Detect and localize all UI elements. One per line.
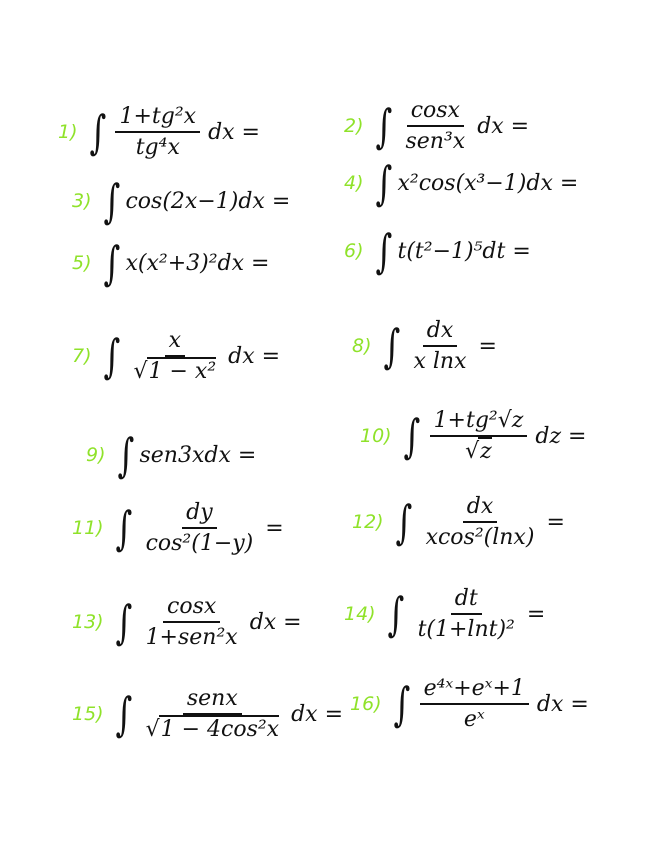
integral-sign-icon: ∫	[103, 236, 120, 290]
integral-sign-icon: ∫	[395, 495, 412, 550]
exercise-number: 13)	[72, 611, 104, 634]
denominator	[142, 715, 284, 742]
radicand: z	[480, 439, 492, 465]
integral-sign-icon: ∫	[89, 105, 106, 160]
numerator: cosx	[163, 594, 220, 623]
differential: dx =	[536, 691, 589, 717]
denominator: eˣ	[463, 707, 485, 733]
integral-sign-icon: ∫	[387, 587, 404, 642]
integral-expression	[112, 594, 302, 651]
radicand: 1 − 4cos²x	[160, 717, 280, 743]
differential: dx =	[477, 113, 530, 139]
integral-expression	[112, 500, 284, 557]
integral-expression	[384, 586, 546, 643]
exercise-6	[344, 224, 531, 278]
integral-expression	[86, 104, 260, 161]
integral-sign-icon: ∫	[115, 595, 132, 650]
exercise-3	[72, 174, 291, 228]
square-root-icon: √	[133, 359, 148, 385]
differential: dx =	[291, 701, 344, 727]
exercise-12	[352, 494, 565, 551]
integral-expression	[380, 318, 497, 375]
differential: dx =	[208, 119, 260, 145]
exercise-13	[72, 594, 302, 651]
denominator	[129, 357, 220, 384]
numerator: e⁴ˣ+eˣ+1	[420, 676, 529, 705]
integral-sign-icon: ∫	[375, 99, 392, 154]
denominator: 1+sen²x	[145, 625, 238, 651]
exercise-number: 8)	[352, 335, 372, 358]
exercise-2	[344, 98, 529, 155]
fraction	[142, 500, 258, 557]
exercise-number: 14)	[344, 603, 376, 626]
exercise-number: 10)	[360, 425, 392, 448]
exercise-number: 11)	[72, 517, 104, 540]
exercise-number: 4)	[344, 172, 364, 194]
integral-expression	[390, 676, 589, 733]
fraction	[414, 586, 519, 643]
exercise-number: 6)	[344, 240, 364, 262]
integrand: x²cos(x³−1)dx =	[397, 170, 579, 196]
integral-expression	[372, 156, 579, 210]
exercise-14	[344, 586, 545, 643]
radicand: 1 − x²	[148, 359, 217, 385]
square-root-icon: √	[145, 717, 160, 743]
differential: =	[478, 333, 497, 359]
integral-sign-icon: ∫	[375, 224, 392, 278]
numerator: dy	[182, 500, 217, 529]
denominator: xcos²(lnx)	[425, 525, 535, 551]
fraction	[115, 104, 200, 161]
fraction	[142, 594, 242, 651]
denominator: x lnx	[413, 349, 467, 375]
exercise-16	[350, 676, 589, 733]
integral-sign-icon: ∫	[383, 319, 400, 374]
exercise-1	[58, 104, 260, 161]
exercise-number: 3)	[72, 190, 92, 212]
differential: =	[546, 509, 565, 535]
exercise-number: 16)	[350, 693, 382, 716]
exercise-number: 12)	[352, 511, 384, 534]
integral-expression	[100, 328, 281, 385]
fraction	[401, 98, 469, 155]
numerator: x	[165, 328, 185, 357]
exercise-number: 1)	[58, 121, 78, 144]
integrand: x(x²+3)²dx =	[125, 250, 270, 276]
exercise-9	[86, 428, 257, 482]
integral-sign-icon: ∫	[375, 156, 392, 210]
exercise-number: 7)	[72, 345, 92, 368]
exercise-15	[72, 686, 343, 743]
numerator: dx	[423, 318, 458, 347]
fraction	[129, 328, 220, 385]
fraction	[422, 494, 539, 551]
integral-expression	[114, 428, 257, 482]
integral-sign-icon: ∫	[117, 428, 134, 482]
integrand: cos(2x−1)dx =	[125, 188, 291, 214]
fraction	[409, 318, 470, 375]
numerator: senx	[183, 686, 242, 715]
exercise-number: 2)	[344, 115, 364, 138]
integral-expression	[100, 174, 291, 228]
numerator: dt	[451, 586, 482, 615]
integral-expression	[372, 224, 531, 278]
fraction	[142, 686, 284, 743]
integrand: t(t²−1)⁵dt =	[397, 238, 531, 264]
integral-expression	[100, 236, 270, 290]
exercise-4	[344, 156, 579, 210]
integral-expression	[112, 686, 343, 743]
exercise-5	[72, 236, 270, 290]
integral-sign-icon: ∫	[403, 409, 420, 464]
denominator: cos²(1−y)	[145, 531, 254, 557]
exercise-number: 15)	[72, 703, 104, 726]
integral-expression	[392, 494, 565, 551]
denominator: t(1+lnt)²	[417, 617, 515, 643]
exercise-11	[72, 500, 284, 557]
integral-expression	[372, 98, 530, 155]
differential: =	[526, 601, 546, 627]
integral-sign-icon: ∫	[393, 677, 410, 732]
exercise-number: 9)	[86, 444, 106, 466]
square-root-icon: √	[465, 439, 480, 465]
denominator: sen³x	[405, 129, 466, 155]
integral-expression	[400, 408, 587, 465]
differential: =	[265, 515, 284, 541]
fraction	[420, 676, 529, 733]
fraction	[430, 408, 528, 465]
integral-sign-icon: ∫	[103, 329, 120, 384]
numerator: 1+tg²√z	[430, 408, 528, 437]
differential: dz =	[535, 423, 587, 449]
denominator: tg⁴x	[135, 135, 180, 161]
exercise-7	[72, 328, 280, 385]
integral-sign-icon: ∫	[115, 687, 132, 742]
denominator	[461, 437, 496, 464]
numerator: 1+tg²x	[115, 104, 200, 133]
integrand: sen3xdx =	[139, 442, 257, 468]
numerator: cosx	[407, 98, 464, 127]
differential: dx =	[228, 343, 281, 369]
numerator: dx	[463, 494, 498, 523]
exercise-number: 5)	[72, 252, 92, 274]
exercise-10	[360, 408, 586, 465]
exercise-8	[352, 318, 497, 375]
integral-sign-icon: ∫	[103, 174, 120, 228]
differential: dx =	[249, 609, 302, 635]
integral-sign-icon: ∫	[115, 501, 132, 556]
